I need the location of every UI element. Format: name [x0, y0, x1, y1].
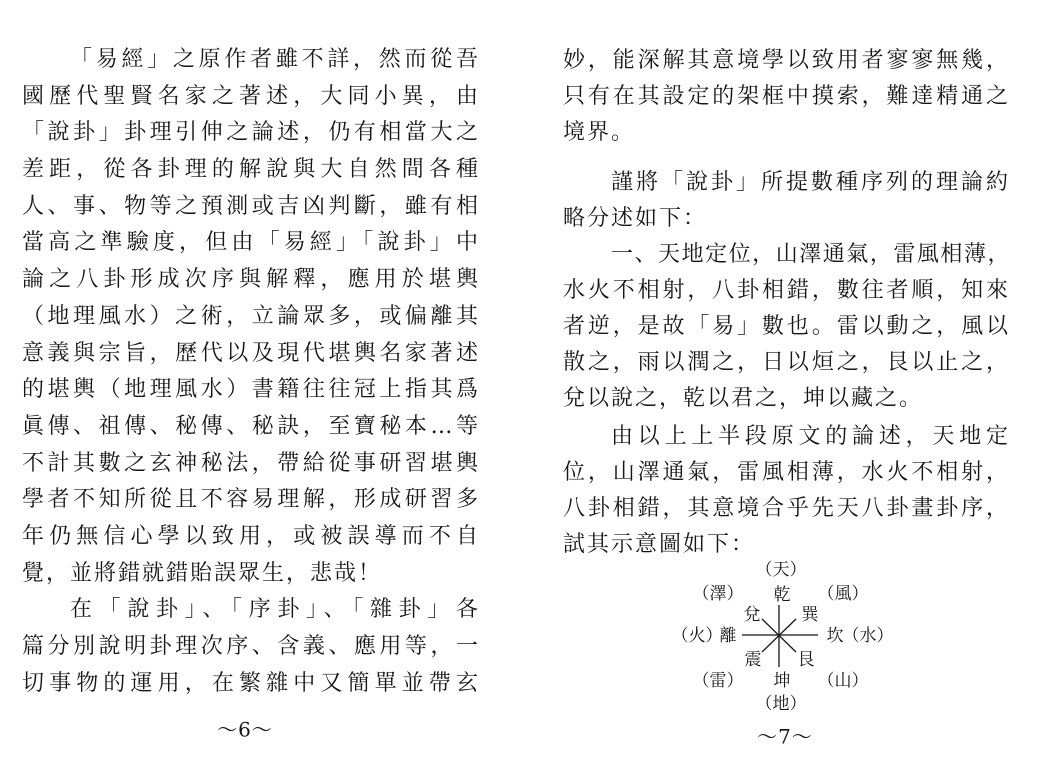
- left-paragraph-2: [22, 592, 480, 702]
- right-line-6: 一、天地定位，山澤通氣，雷風相薄，: [611, 242, 1010, 267]
- right-line-1: 妙，能深解其意境學以致用者寥寥無幾，: [563, 48, 1010, 73]
- left-line-3: 「說卦」卦理引伸之論述，仍有相當大之: [22, 120, 480, 146]
- left-line-9: 意義與宗旨，歷代以及現代堪輿名家著述: [22, 340, 480, 366]
- left-line-15: 覺，並將錯就錯貽誤眾生，悲哉！: [22, 560, 383, 586]
- trigram-xun: 巽: [801, 605, 819, 625]
- right-page: [520, 0, 1040, 758]
- right-line-3: 境界。: [563, 120, 636, 145]
- right-line-11: 由以上上半段原文的論述，天地定: [611, 424, 1010, 449]
- left-line-1: 「易經」之原作者雖不詳，然而從吾: [70, 47, 480, 72]
- left-line-13: 學者不知所從且不容易理解，形成研習多: [22, 487, 480, 513]
- left-line-4: 差距，從各卦理的解說與大自然間各種: [22, 157, 480, 183]
- element-label-mountain: （山）: [817, 671, 869, 691]
- left-line-16: 在「說卦」、「序卦」、「雜卦」各: [70, 597, 480, 623]
- left-page-body: [22, 42, 480, 702]
- trigram-kan: 坎: [826, 626, 844, 646]
- right-line-12: 位，山澤通氣，雷風相薄，水火不相射，: [563, 460, 1010, 485]
- element-label-thunder: （雷）: [692, 671, 744, 691]
- trigram-kun: 坤: [773, 671, 791, 691]
- left-line-18: 切事物的運用，在繁雜中又簡單並帶玄: [22, 670, 480, 696]
- right-line-7: 水火不相射，八卦相錯，數往者順，知來: [563, 278, 1010, 303]
- left-line-14: 年仍無信心學以致用，或被誤導而不自: [22, 523, 480, 549]
- element-label-heaven: （天）: [755, 560, 807, 580]
- element-label-water: （水）: [842, 626, 894, 646]
- left-paragraph-1: [22, 42, 480, 592]
- element-label-lake: （澤）: [692, 584, 744, 604]
- right-paragraph-1: [563, 43, 1010, 151]
- right-line-9: 散之，雨以潤之，日以烜之，艮以止之，: [563, 350, 1010, 375]
- right-line-4: 謹將「說卦」所提數種序列的理論約: [611, 170, 1010, 195]
- left-line-2: 國歷代聖賢名家之著述，大同小異，由: [22, 83, 480, 109]
- left-line-5: 人、事、物等之預測或吉凶判斷，雖有相: [22, 193, 480, 219]
- right-paragraph-2: [563, 165, 1010, 237]
- left-line-17: 篇分別說明卦理次序、含義、應用等，一: [22, 634, 480, 659]
- page-number: ～7～: [757, 724, 813, 749]
- right-paragraph-4: [563, 419, 1010, 563]
- trigram-zhen: 震: [744, 650, 762, 670]
- trigram-li: 離: [719, 626, 737, 646]
- trigram-qian: 乾: [773, 585, 791, 605]
- element-label-fire: （火）: [671, 626, 723, 646]
- right-page-body: [563, 43, 1010, 563]
- left-line-11: 眞傳、祖傳、秘傳、秘訣，至寶秘本…等: [22, 413, 480, 439]
- left-line-6: 當高之準驗度，但由「易經」「說卦」中: [22, 230, 480, 256]
- right-paragraph-3: [563, 237, 1010, 417]
- right-line-13: 八卦相錯，其意境合乎先天八卦畫卦序，: [563, 496, 1010, 521]
- right-line-14: 試其示意圖如下：: [563, 532, 756, 557]
- trigram-dui: 兌: [743, 605, 761, 625]
- right-line-10: 兌以說之，乾以君之，坤以藏之。: [563, 386, 924, 411]
- trigram-gen: 艮: [797, 650, 815, 670]
- element-label-earth: （地）: [755, 694, 807, 714]
- left-line-7: 論之八卦形成次序與解釋，應用於堪輿: [22, 267, 480, 293]
- left-line-12: 不計其數之玄神秘法，帶給從事研習堪輿: [22, 450, 480, 476]
- right-line-2: 只有在其設定的架框中摸索，難達精通之: [563, 84, 1010, 109]
- left-line-10: 的堪輿（地理風水）書籍往往冠上指其爲: [22, 377, 480, 403]
- right-line-8: 者逆，是故「易」數也。雷以動之，風以: [563, 314, 1010, 339]
- right-line-5: 略分述如下：: [563, 206, 708, 231]
- element-label-wind: （風）: [817, 584, 869, 604]
- page-number: ～6～: [217, 717, 273, 742]
- left-line-8: （地理風水）之術，立論眾多，或偏離其: [22, 303, 480, 329]
